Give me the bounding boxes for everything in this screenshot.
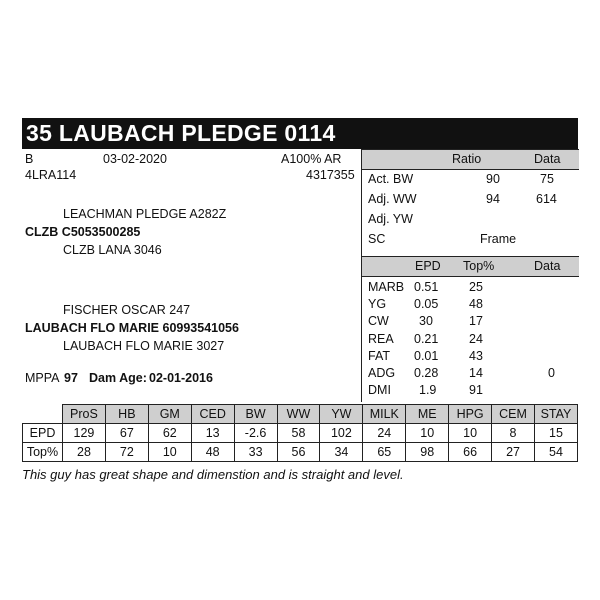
performance-label: Adj. WW [368,192,417,206]
dam-age-label: Dam Age: [89,371,147,385]
epd-table [22,404,578,462]
epd-cell: 62 [148,424,191,443]
carcass-epd: 0.05 [414,297,439,312]
carcass-top: 48 [469,297,483,312]
carcass-epd: 0.51 [414,280,439,294]
carcass-epd: 0.01 [414,348,439,363]
dam: LAUBACH FLO MARIE 60993541056 [25,321,239,335]
epd-cell: 10 [449,424,492,443]
data-header: Data [534,152,561,166]
top-cell: 33 [234,443,277,462]
epd-cell: 24 [363,424,406,443]
epd-column-header: BW [234,405,277,424]
carcass-top: 43 [469,348,483,363]
epd-cell: 10 [406,424,449,443]
carcass-data-header: Data [534,259,561,273]
top-cell: 54 [534,443,577,462]
epd-cell: 15 [534,424,577,443]
top-cell: 66 [449,443,492,462]
carcass-label: ADG [368,366,396,380]
epd-column-header: ProS [63,405,106,424]
registration-number: 4317355 [306,168,355,182]
carcass-data: 0 [548,366,555,380]
epd-column-header: GM [148,405,191,424]
mppa-value: 97 [64,371,78,385]
epd-column-header: CEM [492,405,535,424]
top-row-label: Top% [23,443,63,462]
top-cell: 56 [277,443,320,462]
carcass-label: REA [368,331,394,346]
carcass-top: 17 [469,314,483,329]
epd-column-header: YW [320,405,363,424]
carcass-label: CW [368,314,389,329]
dam-dam: LAUBACH FLO MARIE 3027 [63,339,225,353]
top-cell: 34 [320,443,363,462]
performance-ratio: 94 [486,192,500,206]
epd-header: EPD [415,259,441,273]
carcass-label: YG [368,297,387,312]
carcass-top: 91 [469,383,483,398]
lot-title: 35 LAUBACH PLEDGE 0114 [22,118,578,149]
carcass-label: DMI [368,383,391,398]
sire-sire: LEACHMAN PLEDGE A282Z [63,207,227,221]
birth-date: 03-02-2020 [103,152,167,166]
performance-panel [361,149,578,402]
dam-age-value: 02-01-2016 [149,371,213,385]
percent-breed: A100% AR [281,152,342,166]
corner-cell [23,405,63,424]
top-cell: 72 [105,443,148,462]
carcass-label: MARB [368,280,405,294]
carcass-epd: 1.9 [419,383,437,398]
carcass-label: FAT [368,348,390,363]
performance-header [362,149,579,170]
performance-label: Adj. YW [368,212,413,226]
epd-cell: 13 [191,424,234,443]
epd-table-header [23,405,578,424]
carcass-epd: 0.21 [414,331,439,346]
mppa-label: MPPA [25,371,60,385]
performance-ratio: 90 [486,172,500,186]
performance-data: 75 [540,172,554,186]
epd-column-header: HB [105,405,148,424]
lot-comment: This guy has great shape and dimenstion and is straight and level. [22,467,404,482]
sire-dam: CLZB LANA 3046 [63,243,162,257]
top-cell: 10 [148,443,191,462]
epd-row [23,424,578,443]
epd-column-header: HPG [449,405,492,424]
top-cell: 27 [492,443,535,462]
performance-label: Act. BW [368,172,414,186]
carcass-top: 24 [469,331,483,346]
carcass-epd: 0.28 [414,366,439,380]
sex: B [25,152,34,166]
epd-row-label: EPD [23,424,63,443]
performance-ratio: Frame [480,232,517,246]
epd-cell: 8 [492,424,535,443]
epd-cell: 67 [105,424,148,443]
epd-cell: -2.6 [234,424,277,443]
epd-column-header: ME [406,405,449,424]
epd-column-header: WW [277,405,320,424]
performance-data: 614 [536,192,557,206]
epd-cell: 129 [63,424,106,443]
top-row [23,443,578,462]
performance-label: SC [368,232,386,246]
carcass-top: 14 [469,366,483,380]
carcass-header [362,256,579,277]
sale-lot-card [22,118,578,482]
epd-column-header: CED [191,405,234,424]
top-header: Top% [463,259,495,273]
tattoo: 4LRA114 [25,168,77,182]
epd-cell: 58 [277,424,320,443]
epd-column-header: STAY [534,405,577,424]
carcass-epd: 30 [419,314,433,329]
ratio-header: Ratio [452,152,482,166]
dam-sire: FISCHER OSCAR 247 [63,303,191,317]
top-cell: 48 [191,443,234,462]
epd-cell: 102 [320,424,363,443]
sire: CLZB C5053500285 [25,225,141,239]
carcass-top: 25 [469,280,483,294]
epd-column-header: MILK [363,405,406,424]
top-cell: 65 [363,443,406,462]
top-cell: 98 [406,443,449,462]
top-cell: 28 [63,443,106,462]
pedigree-block [22,149,360,399]
